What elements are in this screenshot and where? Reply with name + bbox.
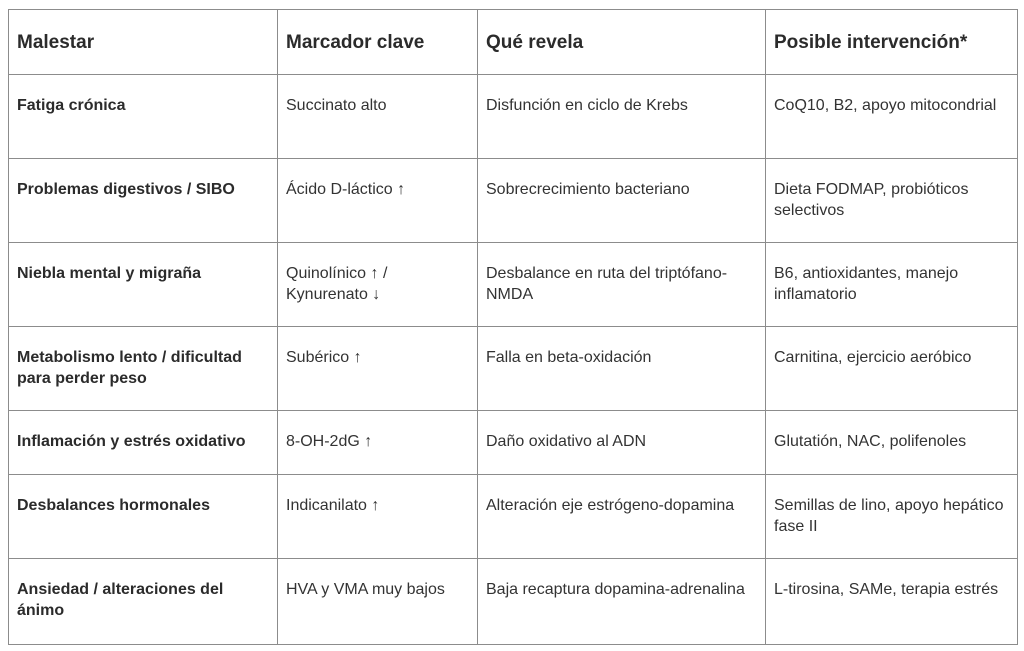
- cell-revela: Sobrecrecimiento bacteriano: [478, 159, 766, 243]
- header-marcador-clave: Marcador clave: [278, 10, 478, 75]
- symptom-marker-table: [8, 9, 1018, 645]
- table-row: [9, 327, 1018, 411]
- table-row: [9, 159, 1018, 243]
- cell-intervencion: Glutatión, NAC, polifenoles: [766, 411, 1018, 475]
- cell-malestar: Desbalances hormonales: [9, 475, 278, 559]
- table-row: [9, 411, 1018, 475]
- cell-malestar: Niebla mental y migraña: [9, 243, 278, 327]
- table-row: [9, 243, 1018, 327]
- cell-intervencion: CoQ10, B2, apoyo mitocondrial: [766, 75, 1018, 159]
- cell-marcador: Indicanilato ↑: [278, 475, 478, 559]
- table-row: [9, 75, 1018, 159]
- cell-revela: Desbalance en ruta del triptófano-NMDA: [478, 243, 766, 327]
- table-row: [9, 475, 1018, 559]
- cell-marcador: Ácido D-láctico ↑: [278, 159, 478, 243]
- header-malestar: Malestar: [9, 10, 278, 75]
- cell-malestar: Inflamación y estrés oxidativo: [9, 411, 278, 475]
- cell-intervencion: Carnitina, ejercicio aeróbico: [766, 327, 1018, 411]
- header-posible-intervencion: Posible intervención*: [766, 10, 1018, 75]
- cell-malestar: Metabolismo lento / dificultad para perder peso: [9, 327, 278, 411]
- table-row: [9, 559, 1018, 645]
- cell-marcador: Subérico ↑: [278, 327, 478, 411]
- cell-revela: Disfunción en ciclo de Krebs: [478, 75, 766, 159]
- cell-revela: Alteración eje estrógeno-dopamina: [478, 475, 766, 559]
- cell-malestar: Ansiedad / alteraciones del ánimo: [9, 559, 278, 645]
- cell-intervencion: L-tirosina, SAMe, terapia estrés: [766, 559, 1018, 645]
- cell-marcador: HVA y VMA muy bajos: [278, 559, 478, 645]
- cell-intervencion: Semillas de lino, apoyo hepático fase II: [766, 475, 1018, 559]
- header-que-revela: Qué revela: [478, 10, 766, 75]
- cell-intervencion: Dieta FODMAP, probióticos selectivos: [766, 159, 1018, 243]
- cell-marcador: Quinolínico ↑ / Kynurenato ↓: [278, 243, 478, 327]
- cell-malestar: Problemas digestivos / SIBO: [9, 159, 278, 243]
- cell-marcador: 8-OH-2dG ↑: [278, 411, 478, 475]
- cell-intervencion: B6, antioxidantes, manejo inflamatorio: [766, 243, 1018, 327]
- cell-malestar: Fatiga crónica: [9, 75, 278, 159]
- cell-revela: Daño oxidativo al ADN: [478, 411, 766, 475]
- cell-revela: Baja recaptura dopamina-adrenalina: [478, 559, 766, 645]
- cell-revela: Falla en beta-oxidación: [478, 327, 766, 411]
- cell-marcador: Succinato alto: [278, 75, 478, 159]
- table-header-row: [9, 10, 1018, 75]
